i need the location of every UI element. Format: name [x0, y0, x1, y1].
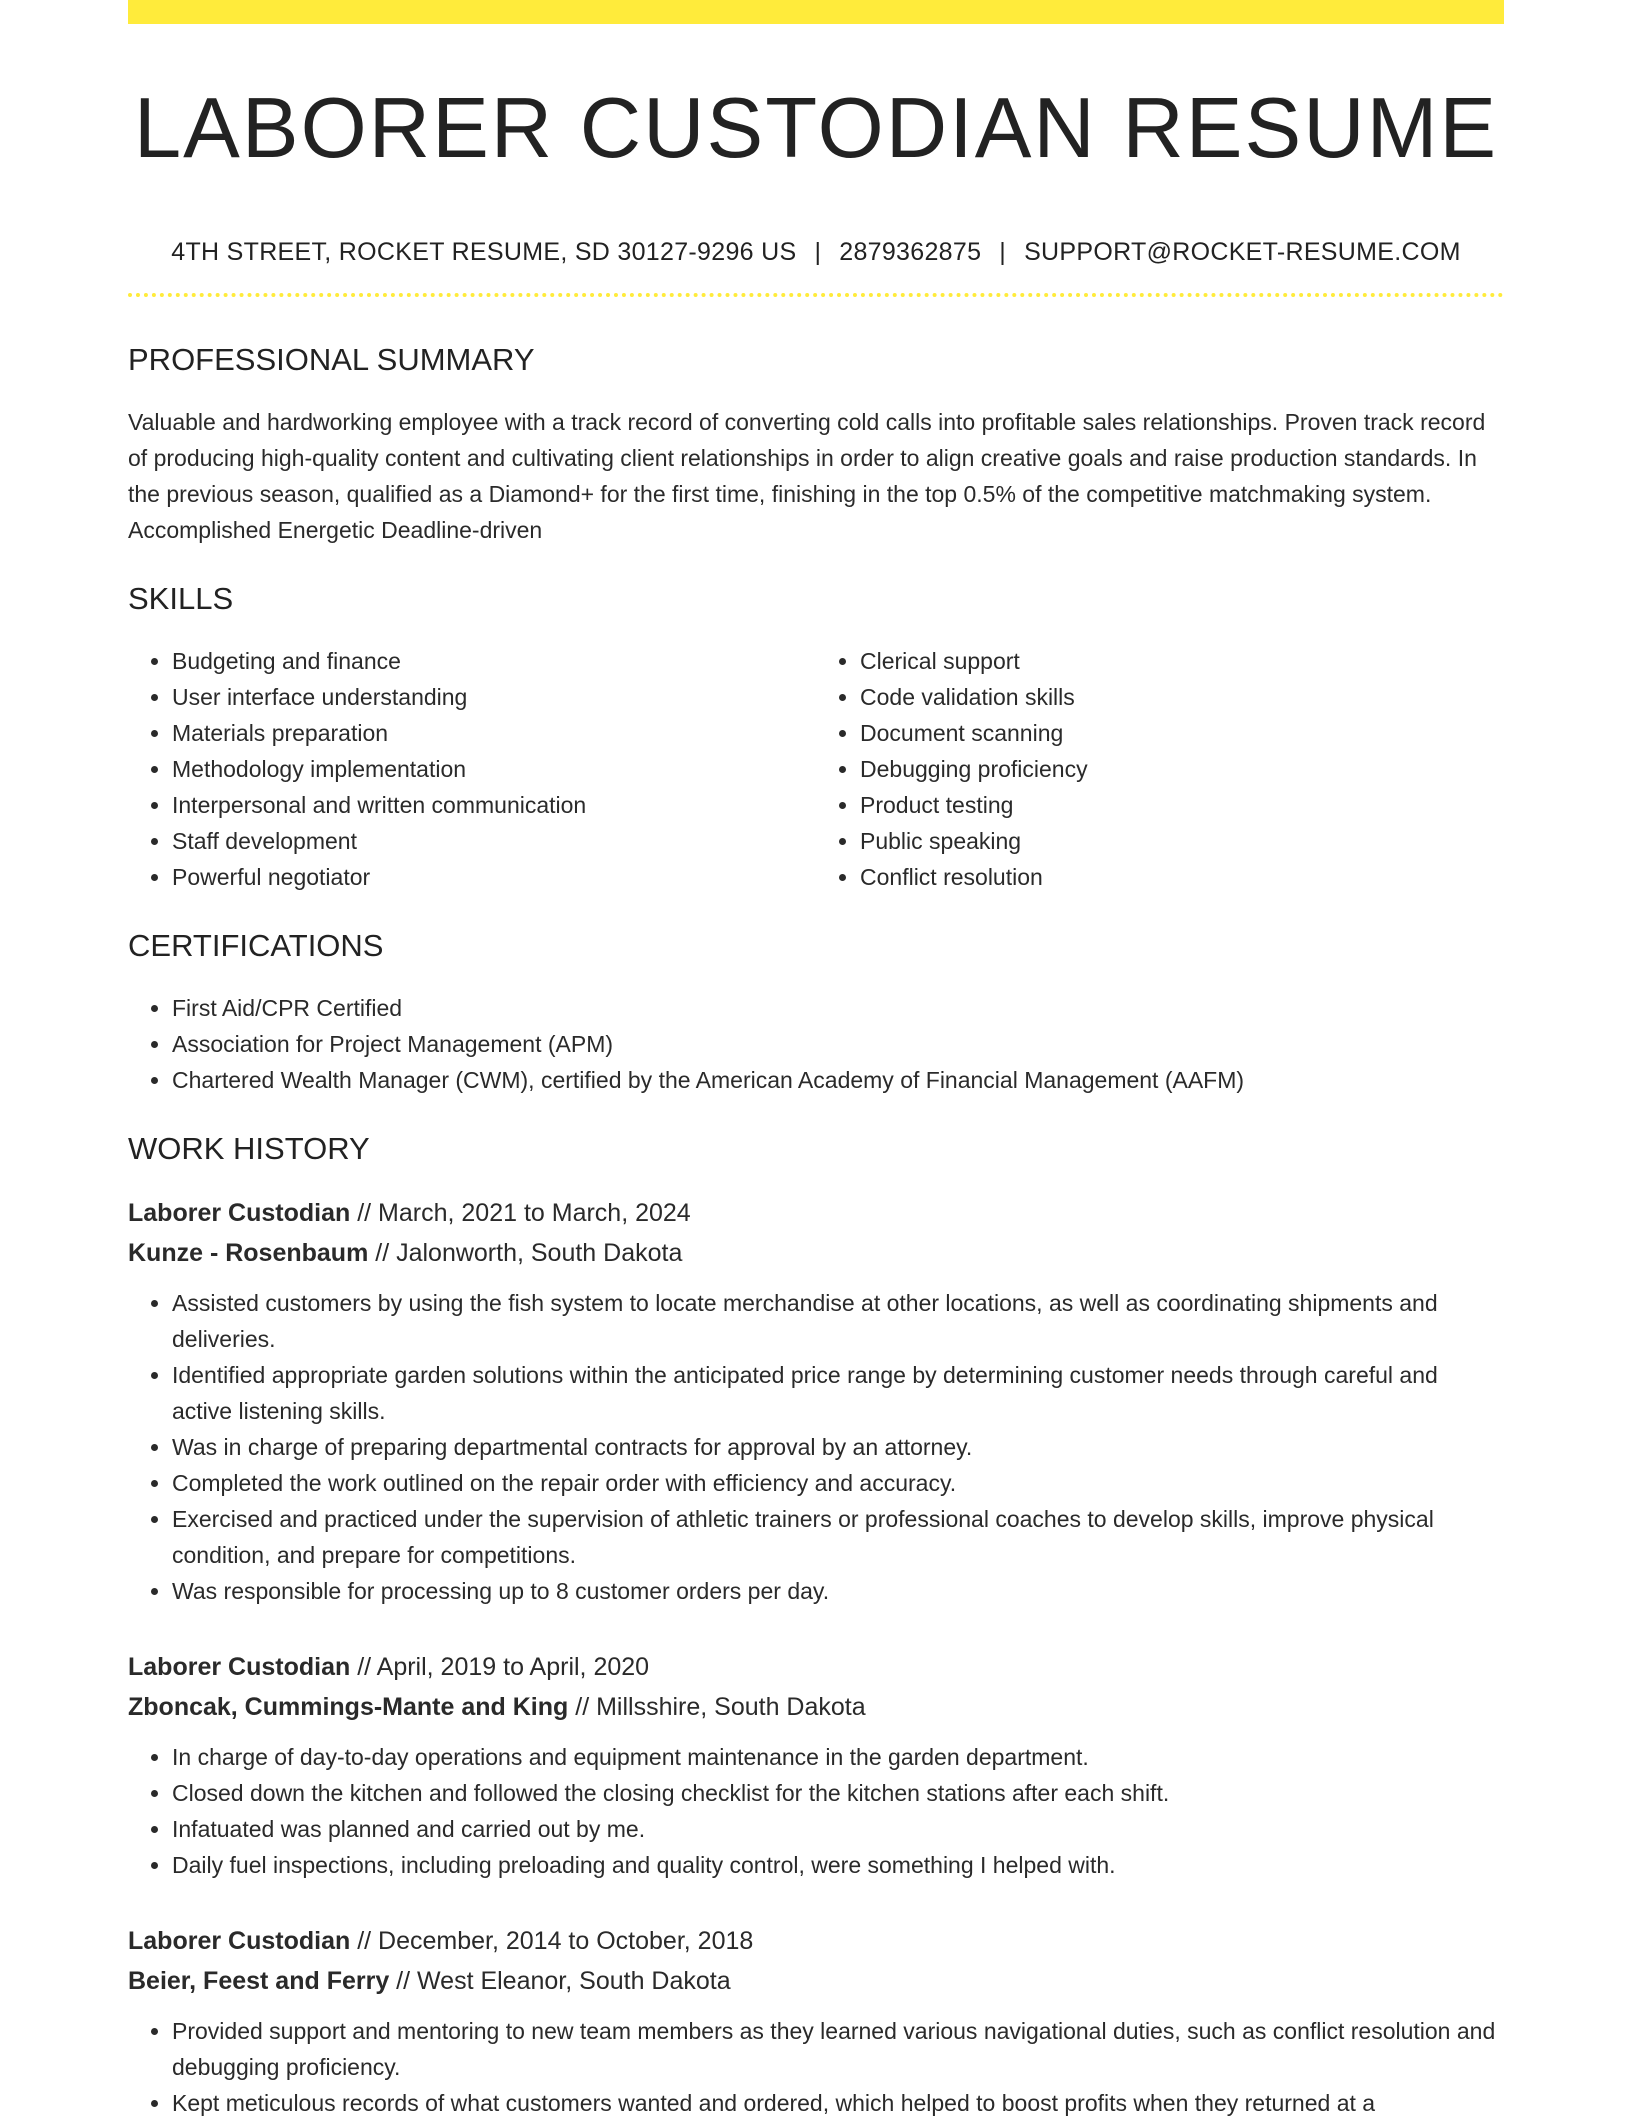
contact-line: [128, 238, 1504, 267]
job-location: // Jalonworth, South Dakota: [368, 1239, 683, 1268]
resume-page: [128, 0, 1504, 2121]
certification-item: • Chartered Wealth Manager (CWM), certified by the American Academy of Financial Management (AAFM): [172, 1062, 1504, 1098]
job-bullet: • Exercised and practiced under the supervision of athletic trainers or professional coaches to develop skills, improve physical condition, and prepare for competitions.: [172, 1501, 1504, 1573]
skill-item: • Materials preparation: [172, 715, 816, 751]
job-dates: // December, 2014 to October, 2018: [350, 1927, 754, 1956]
skill-item: • Clerical support: [860, 643, 1504, 679]
job-company-line: [128, 1233, 1504, 1273]
contact-separator: |: [999, 237, 1007, 266]
section-heading: WORK HISTORY: [128, 1131, 370, 1167]
job-bullet: • Completed the work outlined on the repair order with efficiency and accuracy.: [172, 1465, 1504, 1501]
job-bullets: [128, 2013, 1504, 2121]
skill-item: • Budgeting and finance: [172, 643, 816, 679]
job-title: Laborer Custodian: [128, 1653, 351, 1682]
job-bullet: • Provided support and mentoring to new team members as they learned various navigational duties, such as conflict resolution and debugging proficiency.: [172, 2013, 1504, 2085]
certifications-list: [128, 990, 1504, 1098]
job-bullet: • Assisted customers by using the fish system to locate merchandise at other locations, as well as coordinating shipments and deliveries.: [172, 1285, 1504, 1357]
jobs-container: [128, 1193, 1504, 2121]
summary-text: Valuable and hardworking employee with a track record of converting cold calls into profitable sales relationships. Proven track record of producing high-quality content and cultivating client relationships in order to align creative goals and raise production standards. In the previous season, qualified as a Diamond+ for the first time, finishing in the top 0.5% of the competitive matchmaking system. Accomplished Energetic Deadline-driven: [128, 408, 1486, 543]
skill-item: • Debugging proficiency: [860, 751, 1504, 787]
accent-top-bar: [128, 0, 1504, 24]
skill-item: • Staff development: [172, 823, 816, 859]
job-dates: // April, 2019 to April, 2020: [350, 1653, 650, 1682]
job-bullet: • Identified appropriate garden solutions within the anticipated price range by determining customer needs through careful and active listening skills.: [172, 1357, 1504, 1429]
job-title: Laborer Custodian: [128, 1199, 351, 1228]
certifications-section: [128, 927, 1504, 1098]
contact-separator: |: [814, 237, 822, 266]
job-dates: // March, 2021 to March, 2024: [350, 1199, 691, 1228]
job-title: Laborer Custodian: [128, 1927, 351, 1956]
resume-title: LABORER CUSTODIAN RESUME: [133, 81, 1499, 176]
job-entry: [128, 1921, 1504, 2121]
skills-columns: [128, 643, 1504, 895]
skill-item: • Powerful negotiator: [172, 859, 816, 895]
skill-item: • Product testing: [860, 787, 1504, 823]
skill-item: • Public speaking: [860, 823, 1504, 859]
job-company: Beier, Feest and Ferry: [128, 1967, 390, 1996]
job-bullet: • Was responsible for processing up to 8 customer orders per day.: [172, 1573, 1504, 1609]
job-entry: [128, 1647, 1504, 1883]
job-title-line: [128, 1921, 1504, 1961]
job-location: // Millsshire, South Dakota: [568, 1693, 866, 1722]
skill-item: • User interface understanding: [172, 679, 816, 715]
contact-phone: 2879362875: [839, 237, 982, 266]
skill-item: • Document scanning: [860, 715, 1504, 751]
professional-summary-section: [128, 341, 1504, 548]
certification-item: • First Aid/CPR Certified: [172, 990, 1504, 1026]
job-company-line: [128, 1687, 1504, 1727]
section-heading: CERTIFICATIONS: [128, 927, 384, 963]
section-heading: PROFESSIONAL SUMMARY: [128, 341, 535, 377]
job-bullets: [128, 1285, 1504, 1609]
job-bullet: • In charge of day-to-day operations and equipment maintenance in the garden department.: [172, 1739, 1504, 1775]
contact-email: SUPPORT@ROCKET-RESUME.COM: [1024, 237, 1461, 266]
skills-list-left: [128, 643, 816, 895]
job-title-line: [128, 1193, 1504, 1233]
skills-section: [128, 580, 1504, 895]
skill-item: • Conflict resolution: [860, 859, 1504, 895]
job-company: Kunze - Rosenbaum: [128, 1239, 369, 1268]
job-bullet: • Kept meticulous records of what customers wanted and ordered, which helped to boost profits when they returned at a: [172, 2085, 1504, 2121]
job-location: // West Eleanor, South Dakota: [389, 1967, 731, 1996]
job-bullets: [128, 1739, 1504, 1883]
job-entry: [128, 1193, 1504, 1609]
certification-item: • Association for Project Management (APM): [172, 1026, 1504, 1062]
work-history-section: [128, 1130, 1504, 2121]
skill-item: • Interpersonal and written communication: [172, 787, 816, 823]
job-bullet: • Daily fuel inspections, including preloading and quality control, were something I helped with.: [172, 1847, 1504, 1883]
job-bullet: • Was in charge of preparing departmental contracts for approval by an attorney.: [172, 1429, 1504, 1465]
skill-item: • Methodology implementation: [172, 751, 816, 787]
dotted-divider: [128, 293, 1504, 297]
job-company: Zboncak, Cummings-Mante and King: [128, 1693, 569, 1722]
section-heading: SKILLS: [128, 580, 234, 616]
skill-item: • Code validation skills: [860, 679, 1504, 715]
job-bullet: • Closed down the kitchen and followed the closing checklist for the kitchen stations after each shift.: [172, 1775, 1504, 1811]
skills-list-right: [816, 643, 1504, 895]
job-bullet: • Infatuated was planned and carried out by me.: [172, 1811, 1504, 1847]
contact-address: 4TH STREET, ROCKET RESUME, SD 30127-9296 US: [171, 237, 797, 266]
job-company-line: [128, 1961, 1504, 2001]
job-title-line: [128, 1647, 1504, 1687]
